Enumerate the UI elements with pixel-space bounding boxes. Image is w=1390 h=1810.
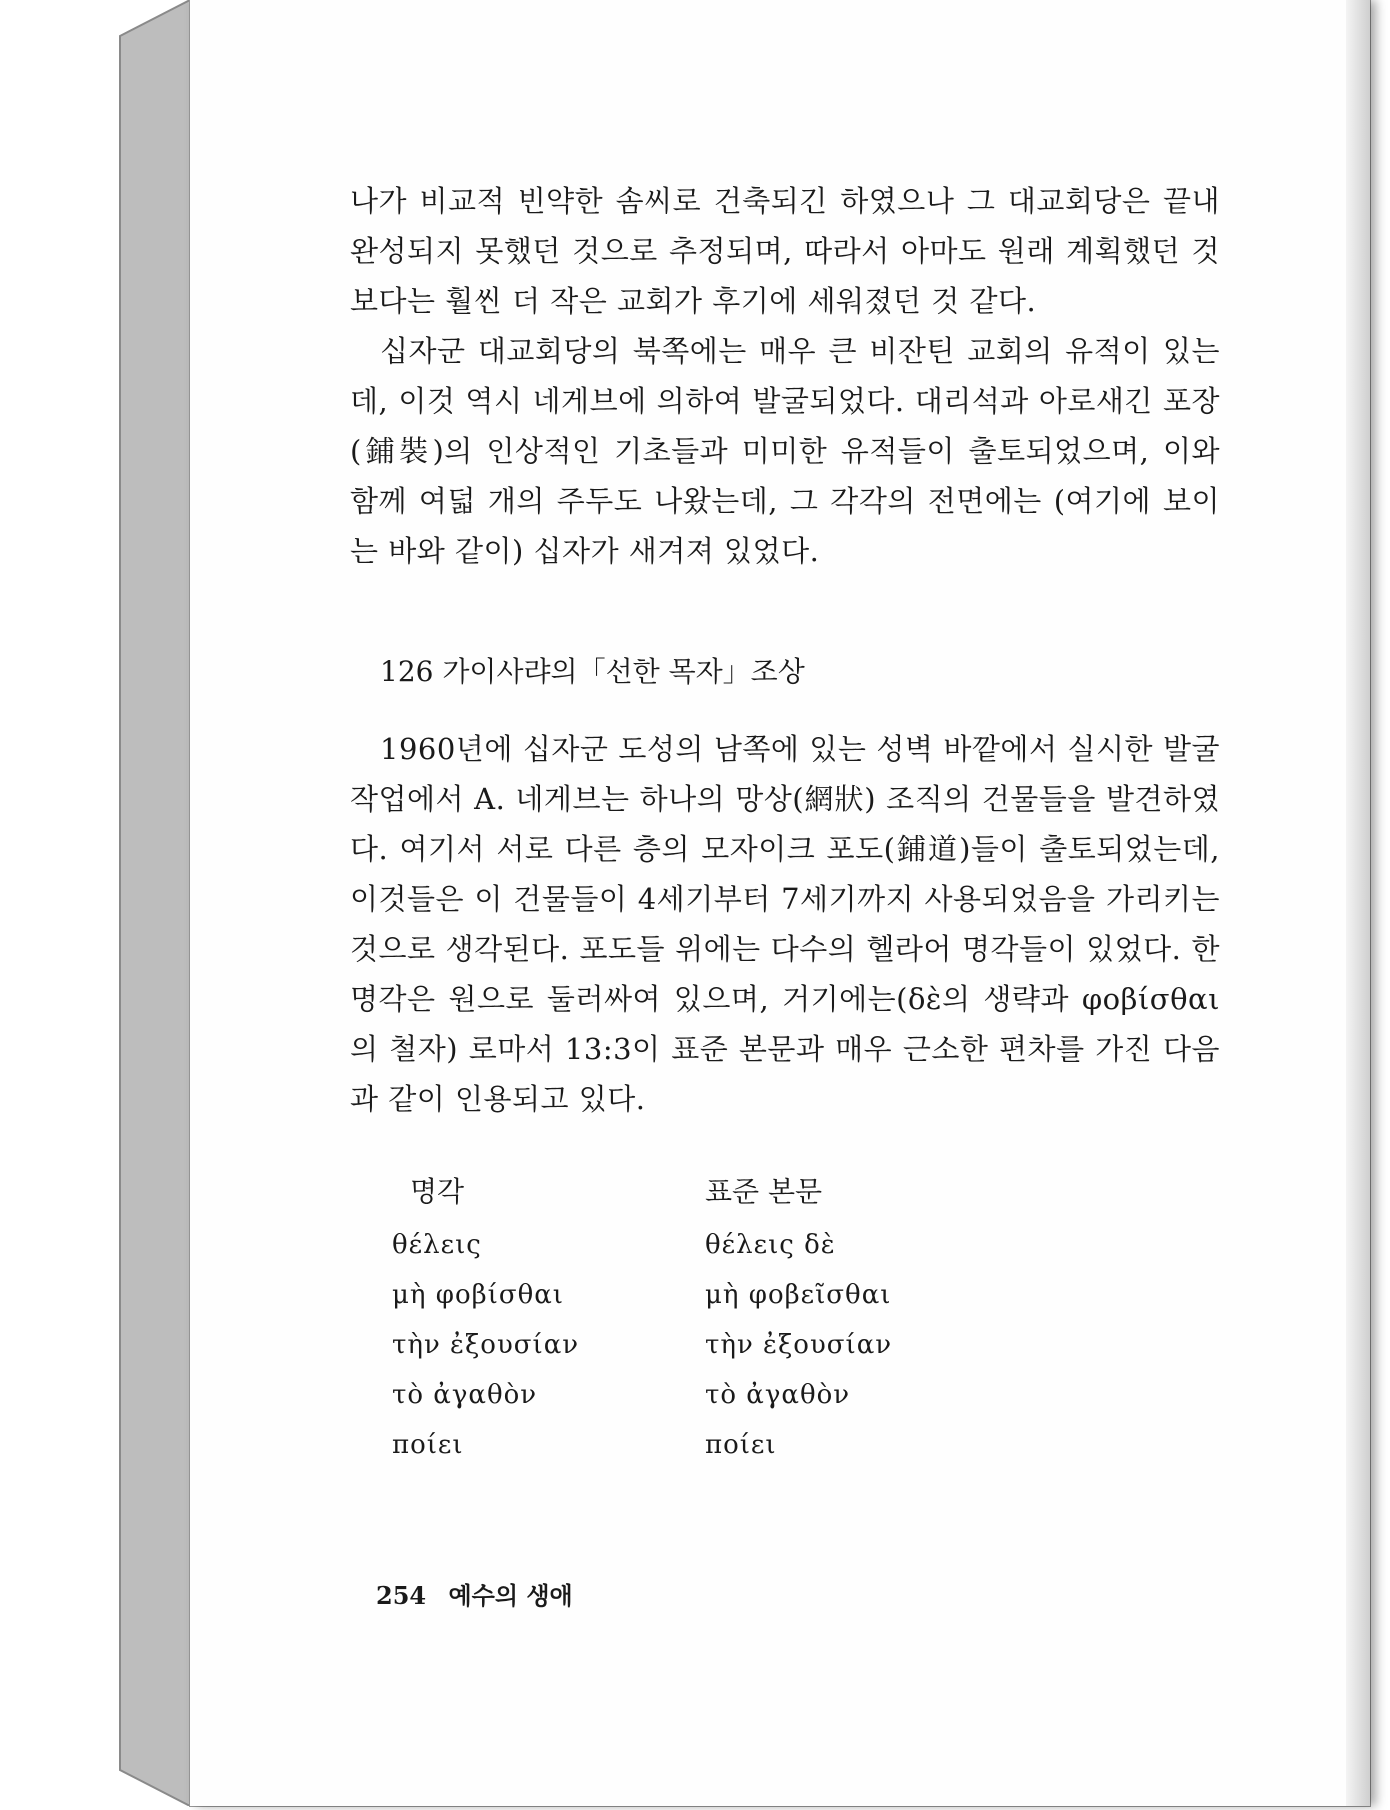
paragraph-excavation: 1960년에 십자군 도성의 남쪽에 있는 성벽 바깥에서 실시한 발굴 작업에서 A. 네게브는 하나의 망상(網狀) 조직의 건물들을 발견하였다. 여기서 서로 다른 층의 모자이크 포도(鋪道)들이 출토되었는데, 이것들은 이 건물들이 4세기부터 7세기까지 사용되었음을 가리키는 것으로 생각된다. 포도들 위에는 다수의 헬라어 명각들이 있었다. 한 명각은 원으로 둘러싸여 있으며, 거기에는(δὲ의 생략과 φοβίσθαι의 철자) 로마서 13:3이 표준 본문과 매우 근소한 편차를 가진 다음과 같이 인용되고 있다. xyxy=(350,732,1220,1116)
inscription-cell: τὸ ἀγαθὸν xyxy=(392,1380,538,1410)
standard-cell: μὴ φοβεῖσθαι xyxy=(705,1280,892,1310)
column-header-inscription: 명각 xyxy=(410,1175,465,1208)
page-number: 254 xyxy=(376,1581,427,1610)
paragraph-byzantine-church: 십자군 대교회당의 북쪽에는 매우 큰 비잔틴 교회의 유적이 있는데, 이것 역시 네게브에 의하여 발굴되었다. 대리석과 아로새긴 포장(鋪裝)의 인상적인 기초들과 미미한 유적들이 출토되었으며, 이와 함께 여덟 개의 주두도 나왔는데, 그 각각의 전면에는 (여기에 보이는 바와 같이) 십자가 새겨져 있었다. xyxy=(350,334,1220,568)
inscription-cell: θέλεις xyxy=(392,1230,482,1260)
standard-cell: θέλεις δὲ xyxy=(705,1230,836,1260)
standard-cell: τὸ ἀγαθὸν xyxy=(705,1380,851,1410)
standard-cell: τὴν ἐξουσίαν xyxy=(705,1330,893,1360)
inscription-cell: μὴ φοβίσθαι xyxy=(392,1280,564,1310)
top-paragraphs xyxy=(350,176,1220,576)
section-heading: 126 가이사랴의「선한 목자」조상 xyxy=(380,655,805,688)
page-footer xyxy=(376,1576,573,1611)
inscription-cell: ποίει xyxy=(392,1430,464,1460)
column-header-standard-text: 표준 본문 xyxy=(705,1175,823,1208)
book-title: 예수의 생애 xyxy=(448,1581,573,1610)
paragraph-continuation: 나가 비교적 빈약한 솜씨로 건축되긴 하였으나 그 대교회당은 끝내 완성되지 못했던 것으로 추정되며, 따라서 아마도 원래 계획했던 것보다는 훨씬 더 작은 교회가 후기에 세워졌던 것 같다. xyxy=(350,184,1220,318)
standard-cell: ποίει xyxy=(705,1430,777,1460)
page-edge-shadow xyxy=(1346,0,1370,1806)
main-paragraph-block xyxy=(350,724,1220,1124)
inscription-cell: τὴν ἐξουσίαν xyxy=(392,1330,580,1360)
